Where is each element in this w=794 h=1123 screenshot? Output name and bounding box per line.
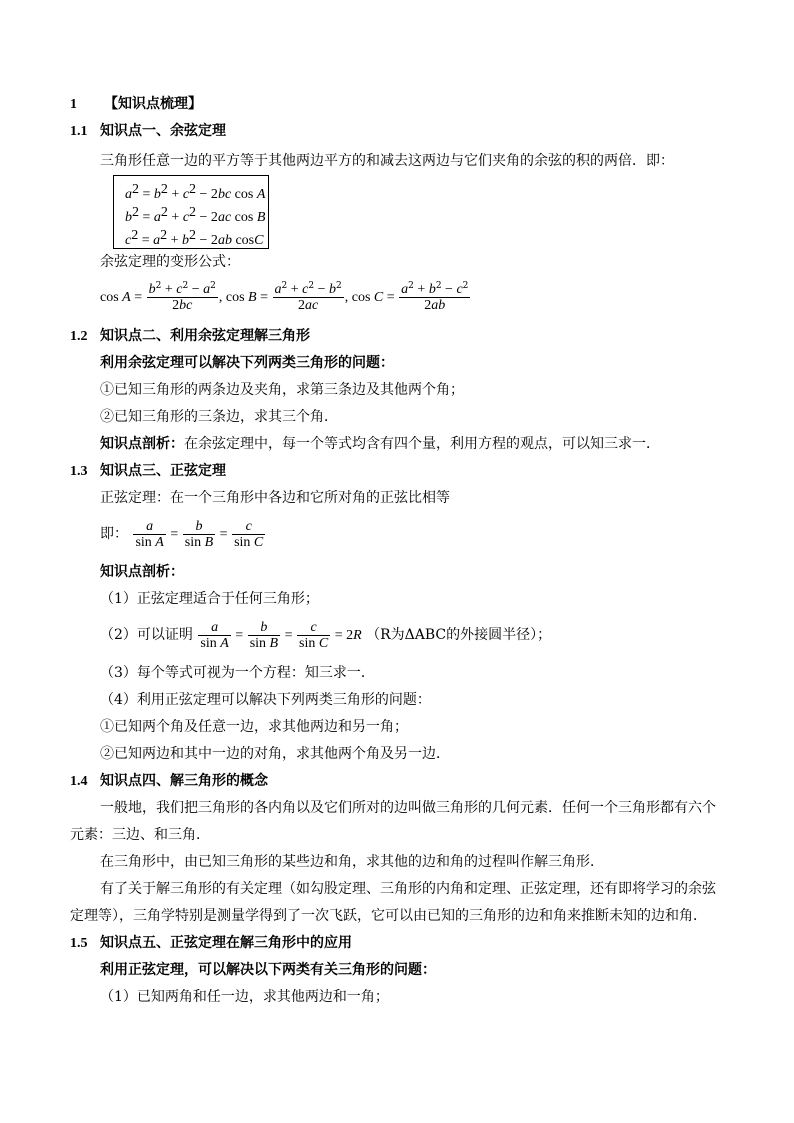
paragraph: 正弦定理：在一个三角形中各边和它所对角的正弦比相等 [100, 490, 450, 506]
section-number: 1.2 [70, 329, 88, 344]
cosine-law-formula-box [113, 175, 269, 249]
formula-line-2: $b^2 = a^2 + c^2 - 2ac$ cos B [125, 205, 266, 225]
section-1-4-heading [70, 772, 268, 791]
paragraph: 有了关于解三角形的有关定理（如勾股定理、三角形的内角和定理、正弦定理，还有即将学习的余弦 [100, 881, 716, 897]
paragraph: 利用正弦定理，可以解决以下两类有关三角形的问题： [100, 962, 436, 978]
section-number: 1.3 [70, 464, 88, 479]
paragraph: 利用余弦定理可以解决下列两类三角形的问题： [100, 355, 394, 371]
section-number: 1.4 [70, 774, 88, 789]
section-title: 知识点三、正弦定理 [100, 463, 226, 479]
section-title: 知识点五、正弦定理在解三角形中的应用 [100, 935, 352, 951]
list-item: （4）利用正弦定理可以解决下列两类三角形的问题： [100, 692, 431, 708]
list-item: ①已知两个角及任意一边，求其他两边和另一角； [100, 719, 408, 735]
section-number: 1.1 [70, 124, 88, 139]
list-item: ②已知两边和其中一边的对角，求其他两个角及另一边． [100, 746, 450, 762]
list-item: ①已知三角形的两条边及夹角，求第三条边及其他两个角； [100, 382, 464, 398]
list-item-text: （R为ΔABC的外接圆半径）； [366, 627, 552, 643]
list-item: （1）已知两角和任一边，求其他两边和一角； [100, 989, 389, 1005]
analysis-label: 知识点剖析： [100, 436, 184, 452]
section-number: 1.5 [70, 936, 88, 951]
section-title: 知识点一、余弦定理 [100, 123, 226, 139]
list-item-with-formula: （2）可以证明 $\frac{a}{\text{sin A}}$ = $\frac{b}{\text{sin B}}$ = $\frac{c}{\text{sin C}}$ = 2R （R为ΔABC的外接圆半径）； [100, 619, 552, 651]
paragraph: 在三角形中，由已知三角形的某些边和角，求其他的边和角的过程叫作解三角形． [100, 854, 604, 870]
section-1-2-heading [70, 327, 310, 346]
paragraph: 三角形任意一边的平方等于其他两边平方的和减去这两边与它们夹角的余弦的积的两倍．即： [100, 153, 674, 169]
paragraph: 元素：三边、和三角． [70, 827, 210, 843]
paragraph: 一般地，我们把三角形的各内角以及它们所对的边叫做三角形的几何元素．任何一个三角形都有六个 [100, 800, 716, 816]
paragraph: 余弦定理的变形公式： [100, 254, 240, 270]
section-title: 知识点四、解三角形的概念 [100, 773, 268, 789]
analysis-paragraph [100, 435, 660, 453]
formula-line-1: $a^2 = b^2 + c^2 - 2bc$ cos A [125, 182, 266, 202]
heading-1 [70, 95, 202, 114]
formula-line-3: $c^2 = a^2 + b^2 - 2ab$ cosC [125, 228, 264, 248]
sine-law-formula: 即： $\frac{a}{\text{sin A}}$ = $\frac{b}{\text{sin B}}$ = $\frac{c}{\text{sin C}}$ [100, 518, 264, 550]
section-title: 知识点二、利用余弦定理解三角形 [100, 328, 310, 344]
list-item: ②已知三角形的三条边，求其三个角． [100, 409, 338, 425]
cosine-variant-formula: cos A = $\frac{b^2 + c^2 - a^2}{2bc}$ , cos B = $\frac{a^2 + c^2 - b^2}{2ac}$ , cos C = $\frac{a^2 + b^2 - c^2}{2ab}$ [100, 280, 469, 313]
section-1-5-heading [70, 934, 352, 953]
list-item: （1）正弦定理适合于任何三角形； [100, 591, 319, 607]
list-item-text: （2）可以证明 [100, 627, 193, 643]
list-item: （3）每个等式可视为一个方程：知三求一． [100, 665, 375, 681]
analysis-label: 知识点剖析： [100, 564, 184, 580]
section-1-3-heading [70, 462, 226, 481]
section-1-1-heading [70, 122, 226, 141]
formula-label: 即： [100, 526, 128, 542]
paragraph: 定理等），三角学特别是测量学得到了一次飞跃，它可以由已知的三角形的边和角来推断未知的边和角． [70, 908, 707, 924]
heading-number: 1 [70, 97, 77, 112]
analysis-text: 在余弦定理中，每一个等式均含有四个量，利用方程的观点，可以知三求一． [184, 436, 660, 452]
heading-text: 【知识点梳理】 [104, 96, 202, 112]
